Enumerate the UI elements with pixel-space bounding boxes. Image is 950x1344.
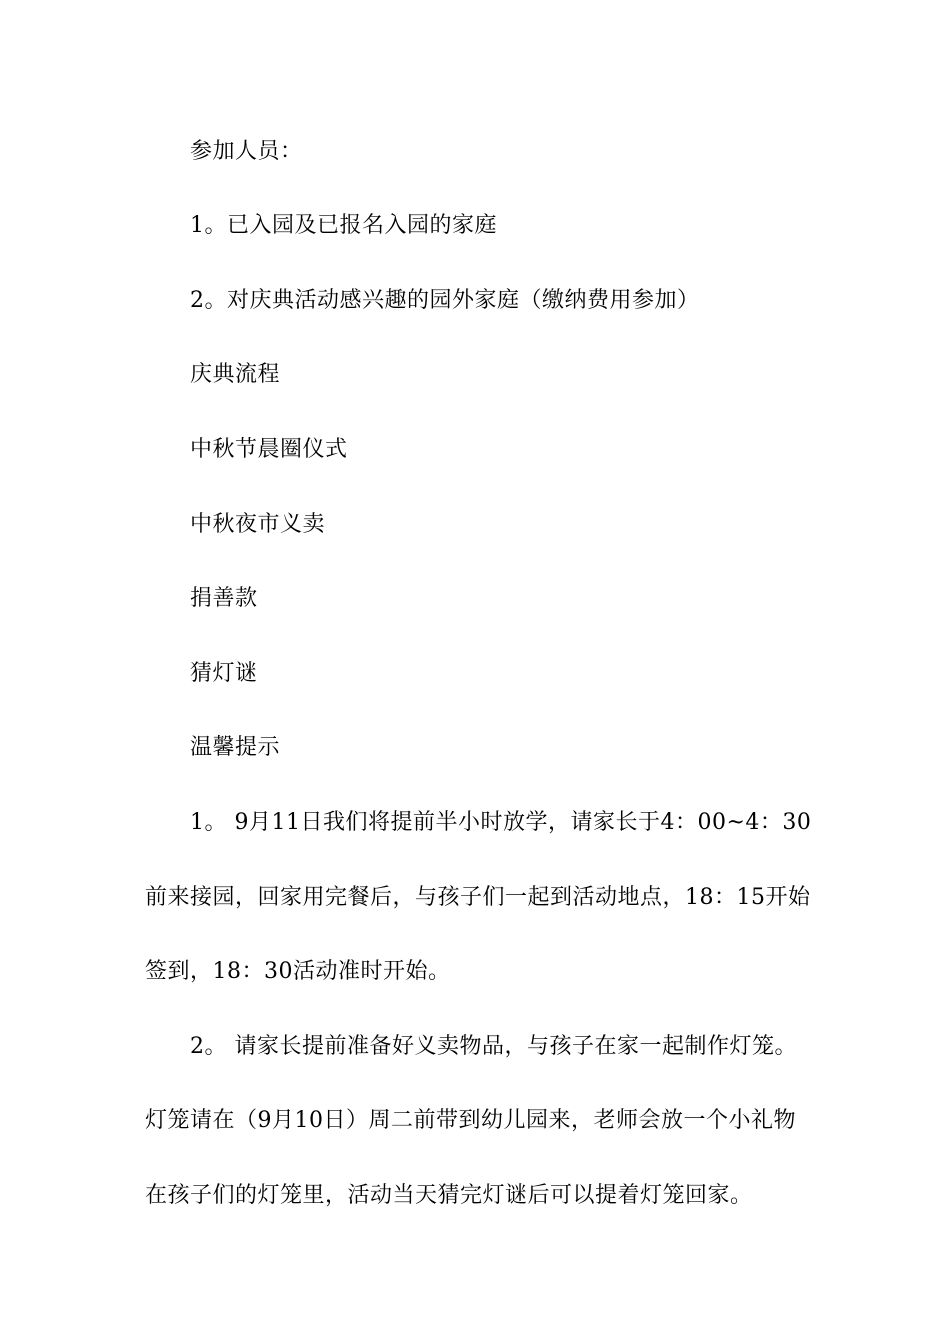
tip-2-line-1: 2。 请家长提前准备好义卖物品，与孩子在家一起制作灯笼。 [190, 1034, 797, 1059]
process-heading: 庆典流程 [190, 362, 281, 387]
tip-2-line-3: 在孩子们的灯笼里，活动当天猜完灯谜后可以提着灯笼回家。 [145, 1183, 753, 1208]
participants-item-2: 2。对庆典活动感兴趣的园外家庭（缴纳费用参加） [190, 288, 700, 313]
tip-2-line-2: 灯笼请在（9月10日）周二前带到幼儿园来，老师会放一个小礼物 [145, 1108, 796, 1133]
process-item-4: 猜灯谜 [190, 661, 258, 686]
tips-heading: 温馨提示 [190, 735, 281, 760]
process-item-2: 中秋夜市义卖 [190, 512, 326, 537]
process-item-1: 中秋节晨圈仪式 [190, 437, 348, 462]
tip-1-line-1: 1。 9月11日我们将提前半小时放学，请家长于4：00~4：30 [190, 810, 812, 835]
tip-1-line-2: 前来接园，回家用完餐后，与孩子们一起到活动地点，18：15开始 [145, 885, 811, 910]
participants-heading: 参加人员： [190, 139, 303, 164]
tip-1-line-3: 签到，18：30活动准时开始。 [145, 959, 451, 984]
process-item-3: 捐善款 [190, 586, 258, 611]
participants-item-1: 1。已入园及已报名入园的家庭 [190, 213, 497, 238]
